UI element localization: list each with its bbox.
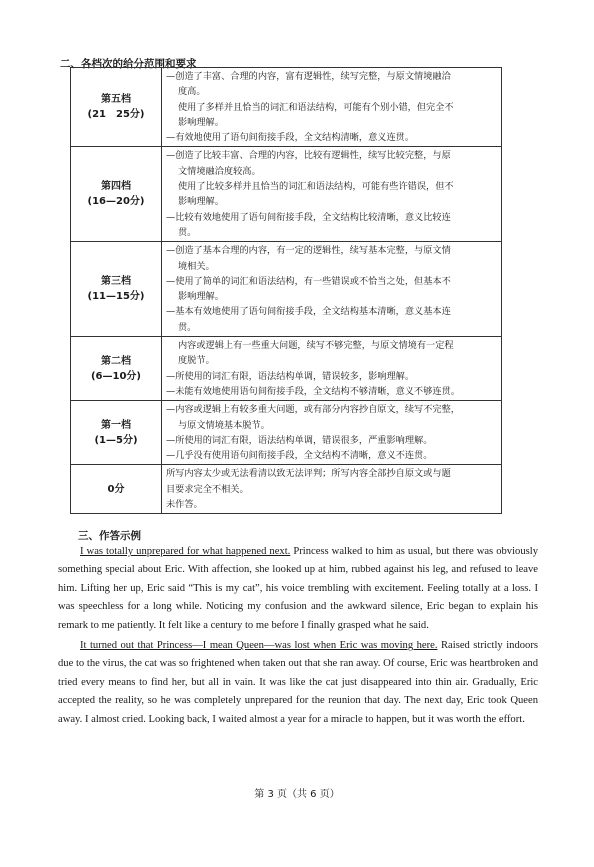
criteria-cell (162, 401, 502, 465)
criteria-line: 文情境融洽度较高。 (178, 165, 261, 177)
criteria-line: 使用了比较多样并且恰当的词汇和语法结构，可能有些许错误，但不 (178, 181, 454, 193)
criteria-line: 贯。 (178, 226, 197, 238)
score-range: (11—15分) (87, 291, 145, 303)
score-level-name: 第五档 (101, 94, 131, 106)
criteria-line: 境相关。 (178, 260, 215, 272)
criteria-line: 度脱节。 (178, 355, 215, 367)
criteria-line: 未作答。 (166, 499, 203, 511)
criteria-line: 影响理解。 (178, 291, 224, 303)
criteria-line: —未能有效地使用语句间衔接手段，全文结构不够清晰，意义不够连贯。 (166, 385, 460, 397)
criteria-line: —内容或逻辑上有较多重大问题，或有部分内容抄自原文，续写不完整， (166, 404, 460, 416)
criteria-line: —使用了简单的词汇和语法结构，有一些错误或不恰当之处，但基本不 (166, 275, 451, 287)
criteria-line: —比较有效地使用了语句间衔接手段，全文结构比较清晰，意义比较连 (166, 211, 451, 223)
paragraph-2-body: Raised strictly indoors due to the virus, the cat was so frightened when taken out that she ran away. Of course, Eric was heartbroken and tried every means to find her, but all in vain. It was like the cat just disappeared into thin air. Gradually, Eric accepted the reality, so he was completely unprepared for the reunion that day. The next day, Eric took Queen away. I almost cried. Looking back, I waited almost a year for a miracle to happen, but it was worth the effort. (58, 640, 538, 725)
score-level-name: 0分 (107, 483, 125, 495)
page-number: 第 3 页（共 6 页） (254, 789, 340, 800)
criteria-line: —所使用的词汇有限，语法结构单调，错误很多，严重影响理解。 (166, 434, 433, 446)
score-level-cell (71, 242, 162, 337)
score-level-cell (71, 401, 162, 465)
scoring-row (71, 337, 502, 401)
example-paragraph-1 (58, 543, 538, 635)
score-range: (1—5分) (94, 434, 138, 446)
score-range: (6—10分) (90, 370, 141, 382)
criteria-cell (162, 242, 502, 337)
paragraph-1-body: Princess walked to him as usual, but there was obviously something special about Eric. With affection, she looked up at him, rubbed against his leg, and refused to leave him. Lifting her up, Eric said “This is my cat”, his voice trembling with excitement. Feeling totally at a loss. I was speechless for a long while. Noticing my confusion and the awkward silence, Eric began to explain his remark to me patiently. It felt like a century to me before I finally grasped what he said. (58, 546, 538, 631)
criteria-cell (162, 68, 502, 147)
criteria-line: —创造了丰富、合理的内容，富有逻辑性，续写完整，与原文情境融洽 (166, 71, 451, 82)
score-range: (21 25分) (87, 109, 145, 121)
criteria-line: 度高。 (178, 86, 206, 98)
criteria-cell (162, 147, 502, 242)
score-level-name: 第四档 (101, 181, 131, 193)
criteria-line: —有效地使用了语句间衔接手段，全文结构清晰，意义连贯。 (166, 132, 415, 144)
criteria-line: 影响理解。 (178, 116, 224, 128)
paragraph-1-opening-sentence: I was totally unprepared for what happened next. (80, 546, 291, 557)
criteria-line: 内容或逻辑上有一些重大问题，续写不够完整，与原文情境有一定程 (178, 340, 454, 352)
criteria-line: 目要求完全不相关。 (166, 483, 249, 495)
scoring-row (71, 465, 502, 514)
example-paragraph-2 (58, 637, 538, 729)
score-level-cell (71, 68, 162, 147)
scoring-row (71, 147, 502, 242)
section-heading-scoring: 二、各档次的给分范围和要求 (60, 58, 197, 70)
score-level-cell (71, 465, 162, 514)
criteria-line: —创造了比较丰富、合理的内容，比较有逻辑性，续写比较完整，与原 (166, 150, 451, 162)
criteria-line: —创造了基本合理的内容，有一定的逻辑性，续写基本完整，与原文情 (166, 245, 451, 257)
criteria-cell (162, 337, 502, 401)
criteria-line: —基本有效地使用了语句间衔接手段，全文结构基本清晰，意义基本连 (166, 306, 451, 318)
criteria-line: —所使用的词汇有限，语法结构单调，错误较多，影响理解。 (166, 370, 415, 382)
score-level-name: 第二档 (101, 355, 131, 367)
criteria-line: 贯。 (178, 321, 197, 333)
criteria-line: 所写内容太少或无法看清以致无法评判；所写内容全部抄自原文或与题 (166, 468, 451, 480)
scoring-row (71, 401, 502, 465)
score-range: (16—20分) (87, 196, 145, 208)
criteria-line: 与原文情境基本脱节。 (178, 419, 270, 431)
section-heading-example: 三、作答示例 (78, 530, 141, 542)
paragraph-2-opening-sentence: It turned out that Princess—I mean Queen—was lost when Eric was moving here. (80, 640, 438, 651)
criteria-line: 使用了多样并且恰当的词汇和语法结构，可能有个别小错，但完全不 (178, 101, 454, 113)
score-level-cell (71, 147, 162, 242)
score-level-name: 第一档 (101, 419, 131, 431)
scoring-table (70, 67, 502, 514)
scoring-row (71, 242, 502, 337)
criteria-line: 影响理解。 (178, 196, 224, 208)
scoring-row (71, 68, 502, 147)
score-level-cell (71, 337, 162, 401)
score-level-name: 第三档 (101, 276, 131, 288)
criteria-line: —几乎没有使用语句间衔接手段，全文结构不清晰，意义不连贯。 (166, 450, 433, 462)
criteria-cell (162, 465, 502, 514)
